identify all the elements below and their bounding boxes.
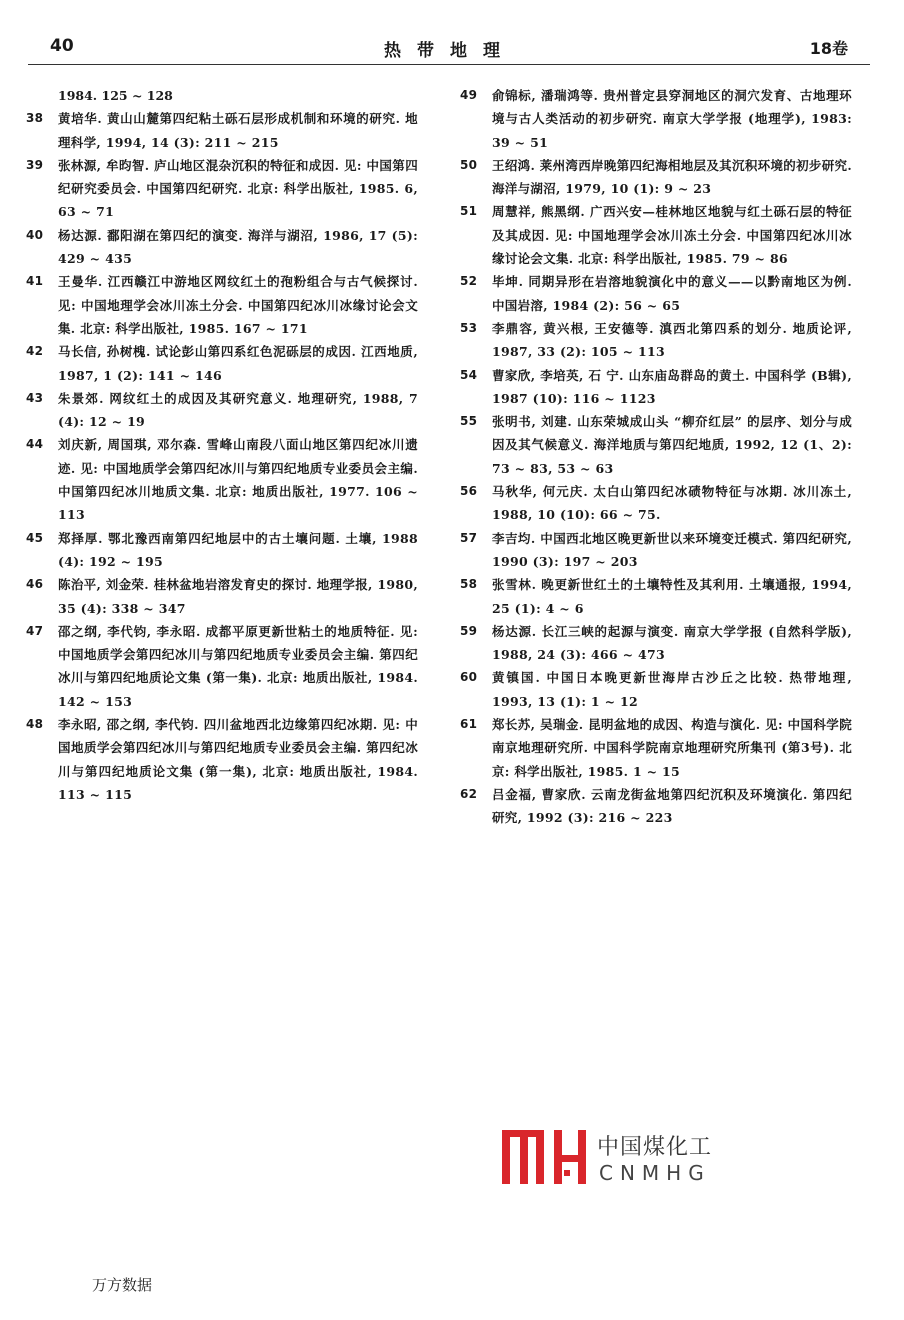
reference-text: 陈治平, 刘金荣. 桂林盆地岩溶发育史的探讨. 地理学报, 1980, 35 (4): 338 ~ 347: [58, 577, 418, 616]
reference-text: 王曼华. 江西赣江中游地区网纹红土的孢粉组合与古气候探讨. 见: 中国地理学会冰川冻土分会. 中国第四纪冰川冰缘讨论会文集. 北京: 科学出版社, 1985. 167 ~ 171: [58, 274, 418, 336]
reference-item: [460, 270, 852, 317]
reference-number: 48: [26, 717, 44, 732]
reference-item: [460, 620, 852, 667]
reference-text: 杨达源. 长江三峡的起源与演变. 南京大学学报 (自然科学版), 1988, 24 (3): 466 ~ 473: [492, 623, 852, 663]
reference-item: [26, 433, 418, 526]
reference-text: 王绍鸿. 莱州湾西岸晚第四纪海相地层及其沉积环境的初步研究. 海洋与湖沼, 1979, 10 (1): 9 ~ 23: [492, 157, 852, 197]
cnmhg-logo: [500, 1128, 720, 1188]
reference-item: [460, 573, 852, 620]
reference-text: 黄培华. 黄山山麓第四纪粘土砾石层形成机制和环境的研究. 地理科学, 1994, 14 (3): 211 ~ 215: [58, 111, 418, 150]
reference-number: 58: [460, 577, 478, 592]
cnmhg-logo-mark: [500, 1128, 590, 1186]
reference-item: [460, 364, 852, 411]
reference-text: 郑择厚. 鄂北豫西南第四纪地层中的古土壤问题. 土壤, 1988 (4): 192 ~ 195: [58, 530, 418, 569]
reference-text: 杨达源. 鄱阳湖在第四纪的演变. 海洋与湖沼, 1986, 17 (5): 429 ~ 435: [58, 227, 418, 267]
volume-label: 18卷: [809, 39, 848, 58]
reference-number: 44: [26, 437, 44, 452]
reference-number: 60: [460, 670, 478, 685]
reference-text: 张林源, 牟昀智. 庐山地区混杂沉积的特征和成因. 见: 中国第四纪研究委员会. 中国第四纪研究. 北京: 科学出版社, 1985. 6, 63 ~ 71: [58, 157, 418, 220]
reference-item: [460, 783, 852, 830]
reference-item: [26, 270, 418, 340]
reference-item: [460, 154, 852, 201]
reference-number: 53: [460, 320, 478, 335]
reference-text: 郑长苏, 吴瑞金. 昆明盆地的成因、构造与演化. 见: 中国科学院南京地理研究所. 中国科学院南京地理研究所集刊 (第3号). 北京: 科学出版社, 1985. 1 ~ 15: [492, 717, 852, 779]
reference-item: [460, 84, 852, 154]
reference-item: [26, 573, 418, 620]
reference-text: 毕坤. 同期异形在岩溶地貌演化中的意义——以黔南地区为例. 中国岩溶, 1984 (2): 56 ~ 65: [492, 274, 852, 313]
reference-text: 张明书, 刘建. 山东荣城成山头 “柳夼红层” 的层序、划分与成因及其气候意义. 海洋地质与第四纪地质, 1992, 12 (1、2): 73 ~ 83, 53 ~ 63: [492, 414, 852, 476]
reference-item: [460, 666, 852, 713]
reference-number: 50: [460, 157, 478, 172]
reference-number: 47: [26, 623, 44, 638]
reference-item: [26, 340, 418, 387]
reference-number: 52: [460, 274, 478, 289]
reference-item: [26, 527, 418, 574]
reference-number: 41: [26, 274, 44, 289]
reference-item: [460, 480, 852, 527]
page-number: 40: [50, 36, 74, 56]
reference-number: 59: [460, 623, 478, 638]
reference-item: [26, 620, 418, 713]
reference-item: [26, 154, 418, 224]
reference-text: 曹家欣, 李培英, 石 宁. 山东庙岛群岛的黄土. 中国科学 (B辑), 1987 (10): 116 ~ 1123: [492, 367, 852, 406]
reference-text: 马秋华, 何元庆. 太白山第四纪冰碛物特征与冰期. 冰川冻土, 1988, 10 (10): 66 ~ 75.: [492, 484, 852, 523]
reference-number: 61: [460, 717, 478, 732]
reference-column-right: [460, 84, 852, 830]
reference-item: [460, 317, 852, 364]
reference-item: [26, 224, 418, 271]
reference-continuation: 1984. 125 ~ 128: [58, 88, 173, 103]
reference-item: [26, 387, 418, 434]
logo-chinese-text: 中国煤化工: [597, 1135, 713, 1160]
reference-number: 42: [26, 344, 44, 359]
reference-number: 54: [460, 367, 478, 382]
reference-text: 吕金福, 曹家欣. 云南龙街盆地第四纪沉积及环境演化. 第四纪研究, 1992 (3): 216 ~ 223: [492, 786, 852, 826]
reference-text: 朱景郊. 网纹红土的成因及其研究意义. 地理研究, 1988, 7 (4): 12 ~ 19: [58, 390, 418, 430]
reference-item: [460, 527, 852, 574]
reference-text: 黄镇国. 中国日本晚更新世海岸古沙丘之比较. 热带地理, 1993, 13 (1): 1 ~ 12: [492, 670, 852, 709]
reference-item: [460, 200, 852, 270]
reference-text: 李永昭, 邵之纲, 李代钧. 四川盆地西北边缘第四纪冰期. 见: 中国地质学会第四纪冰川与第四纪地质专业委员会主编. 第四纪冰川与第四纪地质论文集 (第一集), 北京: 地质出版社, 1984. 113 ~ 115: [58, 717, 418, 802]
reference-text: 俞锦标, 潘瑞鸿等. 贵州普定县穿洞地区的洞穴发育、古地理环境与古人类活动的初步研究. 南京大学学报 (地理学), 1983: 39 ~ 51: [492, 88, 852, 150]
reference-text: 马长信, 孙树槐. 试论彭山第四系红色泥砾层的成因. 江西地质, 1987, 1 (2): 141 ~ 146: [58, 344, 418, 383]
reference-number: 39: [26, 157, 44, 172]
reference-number: 57: [460, 530, 478, 545]
reference-number: 38: [26, 111, 44, 126]
reference-column-left: [26, 84, 418, 806]
reference-text: 刘庆新, 周国琪, 邓尔森. 雪峰山南段八面山地区第四纪冰川遗迹. 见: 中国地质学会第四纪冰川与第四纪地质专业委员会主编. 中国第四纪冰川地质文集. 北京: 地质出版社, 1977. 106 ~ 113: [58, 437, 418, 523]
reference-number: 40: [26, 227, 44, 242]
page-header: [28, 34, 870, 64]
watermark-footer: 万方数据: [92, 1276, 153, 1294]
reference-text: 李鼎容, 黄兴根, 王安德等. 滇西北第四系的划分. 地质论评, 1987, 33 (2): 105 ~ 113: [492, 320, 852, 360]
reference-item: [460, 410, 852, 480]
reference-text: 张雪林. 晚更新世红土的土壤特性及其利用. 土壤通报, 1994, 25 (1): 4 ~ 6: [492, 577, 852, 616]
reference-number: 49: [460, 88, 478, 102]
reference-number: 55: [460, 414, 478, 429]
reference-number: 51: [460, 204, 478, 219]
reference-text: 周慧祥, 熊黑纲. 广西兴安—桂林地区地貌与红土砾石层的特征及其成因. 见: 中国地理学会冰川冻土分会. 中国第四纪冰川冰缘讨论会文集. 北京: 科学出版社, 1985. 79 ~ 86: [492, 204, 852, 267]
reference-number: 43: [26, 390, 44, 405]
logo-english-text: CNMHG: [599, 1161, 711, 1185]
reference-text: 李吉均. 中国西北地区晚更新世以来环境变迁模式. 第四纪研究, 1990 (3): 197 ~ 203: [492, 530, 852, 569]
reference-number: 46: [26, 577, 44, 592]
reference-number: 45: [26, 530, 44, 545]
header-rule: [28, 64, 870, 65]
reference-text: 邵之纲, 李代钧, 李永昭. 成都平原更新世粘土的地质特征. 见: 中国地质学会第四纪冰川与第四纪地质专业委员会主编. 第四纪冰川与第四纪地质论文集 (第一集). 北京: 地质出版社, 1984. 142 ~ 153: [58, 623, 418, 709]
reference-number: 62: [460, 786, 478, 801]
reference-number: 56: [460, 484, 478, 499]
reference-item: [26, 713, 418, 806]
journal-title: 热带地理: [384, 41, 516, 61]
reference-item: [460, 713, 852, 783]
reference-item: [26, 107, 418, 154]
